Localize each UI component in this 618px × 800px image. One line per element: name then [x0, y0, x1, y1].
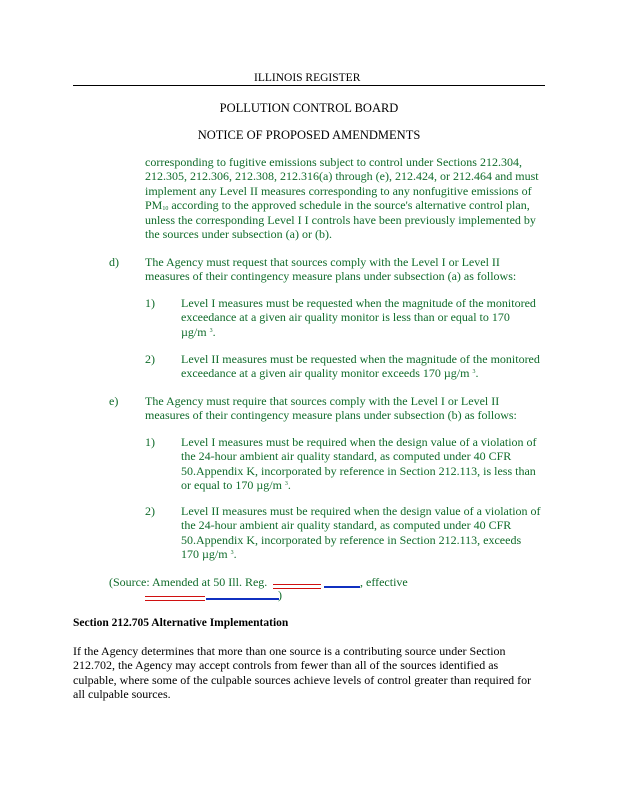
period: . — [233, 547, 237, 562]
subsection-line: measures of their contingency measure plans under subsection (a) as follows: — [145, 269, 517, 284]
intro-line-text: according to the approved schedule in the source's alternative control plan, — [168, 198, 530, 213]
item-line — [181, 547, 561, 561]
intro-line: the sources under subsection (a) or (b). — [145, 227, 332, 242]
subsection-line: The Agency must require that sources comply with the Level I or Level II — [145, 394, 500, 408]
pm-subscript: 10 — [162, 206, 169, 213]
section-body — [73, 644, 553, 702]
item-line: Level II measures must be required when the design value of a violation of — [181, 504, 541, 518]
register-title: ILLINOIS REGISTER — [254, 72, 361, 84]
unit: µg/m — [181, 324, 207, 339]
item-line — [181, 366, 561, 380]
pm-symbol: PM — [145, 198, 163, 213]
item-line — [181, 325, 561, 339]
subsection-d-text — [145, 255, 555, 284]
register-page-blank — [324, 586, 360, 588]
period: . — [287, 478, 291, 493]
item-number: 2) — [145, 352, 155, 366]
superscript: 3 — [230, 550, 234, 557]
item-line-text: or equal to 170 µg/m — [181, 478, 282, 493]
item-line: Level I measures must be requested when the magnitude of the monitored — [181, 296, 536, 310]
item-number: 1) — [145, 296, 155, 310]
item-d1-text — [181, 296, 561, 339]
item-line-text: exceedance at a given air quality monitor exceeds 170 µg/m — [181, 366, 470, 381]
superscript: 3 — [209, 327, 213, 334]
item-line: exceedance at a given air quality monitor is less than or equal to 170 — [181, 310, 510, 325]
superscript: 3 — [472, 369, 476, 376]
item-e2-text — [181, 504, 561, 562]
effective-date-blank — [145, 596, 205, 601]
period: . — [475, 366, 479, 381]
item-line — [181, 478, 561, 492]
subsection-e-label: e) — [109, 394, 119, 408]
period: . — [212, 324, 216, 339]
intro-line: unless the corresponding Level I I controls have been previously implemented by — [145, 212, 536, 227]
intro-line: implement any Level II measures corresponding to any nonfugitive emissions of — [145, 183, 532, 198]
item-line: the 24-hour ambient air quality standard, as computed under 40 CFR — [181, 518, 512, 533]
intro-line — [145, 198, 555, 212]
source-close: ) — [278, 588, 282, 602]
board-name: POLLUTION CONTROL BOARD — [219, 101, 399, 115]
intro-paragraph — [145, 155, 555, 241]
intro-line: 212.305, 212.306, 212.308, 212.316(a) through (e), 212.424, or 212.464 and must — [145, 169, 539, 184]
item-line: 50.Appendix K, incorporated by reference in Section 212.113, exceeds — [181, 532, 522, 547]
item-e1-text — [181, 435, 561, 493]
item-line: 50.Appendix K, incorporated by reference in Section 212.113, is less than — [181, 463, 536, 478]
section-line: If the Agency determines that more than one source is a contributing source under Section — [73, 644, 506, 658]
subsection-e-text — [145, 394, 555, 423]
effective-date-blank-2 — [206, 598, 279, 600]
item-line: Level II measures must be requested when the magnitude of the monitored — [181, 352, 540, 366]
source-note — [109, 575, 267, 590]
subsection-d-label: d) — [109, 255, 119, 269]
item-d2-text — [181, 352, 561, 381]
section-line: all culpable sources. — [73, 687, 171, 702]
subsection-line: measures of their contingency measure plans under subsection (b) as follows: — [145, 408, 517, 423]
item-number: 2) — [145, 504, 155, 518]
notice-title: NOTICE OF PROPOSED AMENDMENTS — [197, 128, 421, 142]
intro-line: corresponding to fugitive emissions subject to control under Sections 212.304, — [145, 155, 522, 169]
section-line: 212.702, the Agency may accept controls from fewer than all of the sources identified as — [73, 658, 499, 673]
effective-label: , effective — [360, 575, 408, 589]
item-line: the 24-hour ambient air quality standard, as computed under 40 CFR — [181, 449, 512, 464]
item-number: 1) — [145, 435, 155, 449]
section-line: culpable, where some of the culpable sources achieve levels of control greater than required for — [73, 672, 532, 687]
superscript: 3 — [284, 481, 288, 488]
subsection-line: The Agency must request that sources comply with the Level I or Level II — [145, 255, 500, 269]
item-line-text: 170 µg/m — [181, 547, 228, 562]
item-line: Level I measures must be required when the design value of a violation of — [181, 435, 537, 449]
header-rule — [73, 85, 545, 86]
source-prefix: (Source: Amended at 50 Ill. Reg. — [109, 575, 268, 589]
section-heading: Section 212.705 Alternative Implementation — [73, 617, 289, 629]
